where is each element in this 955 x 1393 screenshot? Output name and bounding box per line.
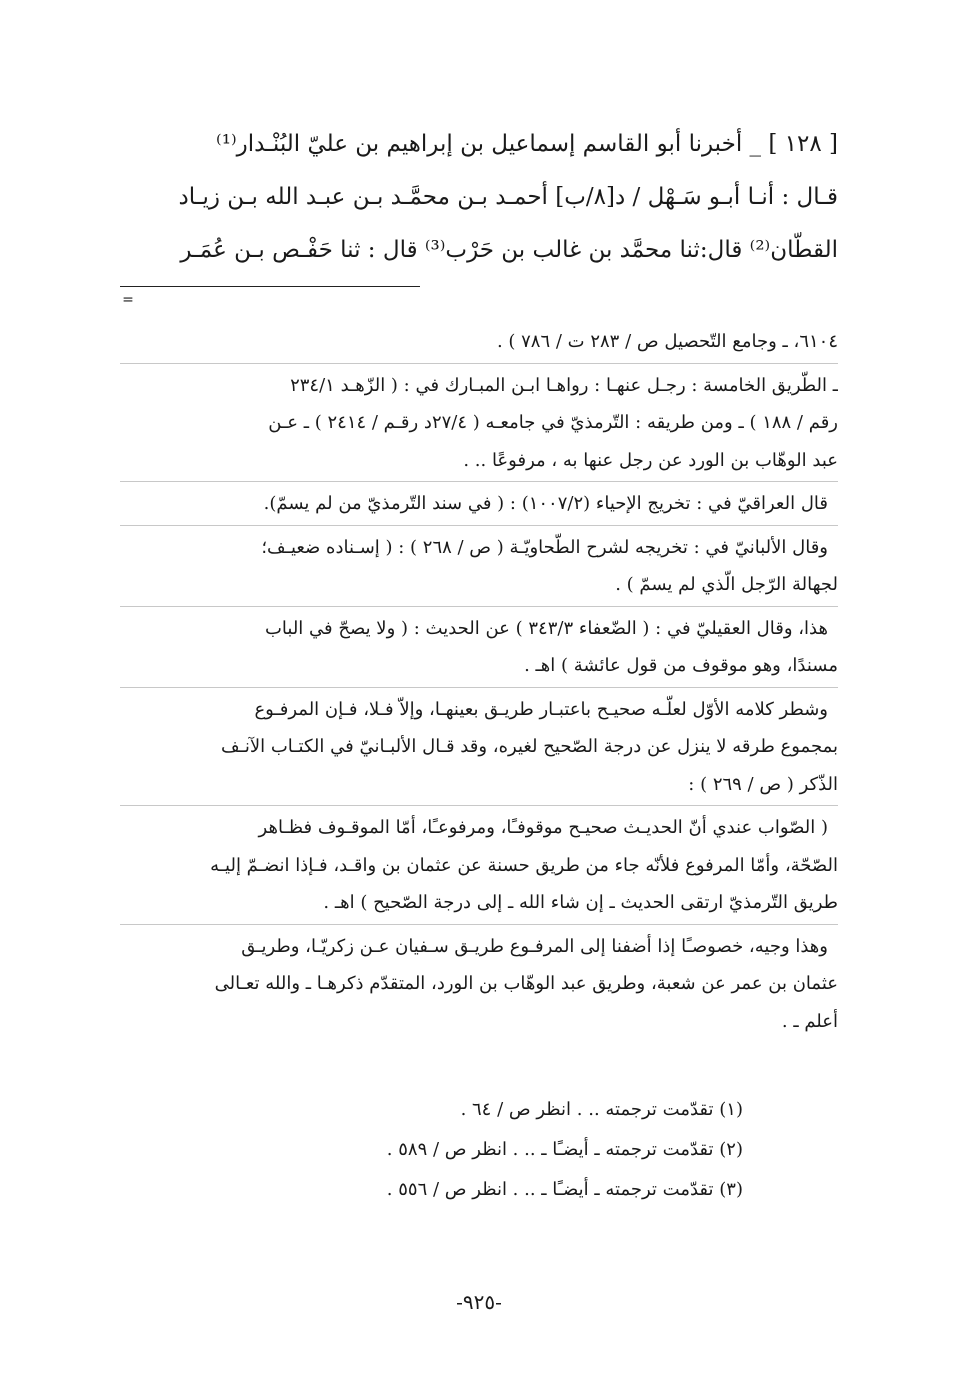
commentary-paragraph <box>120 610 838 685</box>
paragraph-divider <box>120 805 838 806</box>
commentary-line: رقم / ١٨٨ ) ـ ومن طريقه : التّرمذيّ في جامعـه ( ٢٧/٤د رقـم / ٢٤١٤ ) ـ عـن <box>268 412 838 433</box>
commentary-paragraph <box>120 485 838 523</box>
commentary-line: ( الصّواب عندي أنّ الحديـث صحيـح موقوفـًا، ومرفوعـًا، أمّا الموقـوف فظـاهر <box>258 817 828 838</box>
footnote: (١) تقدّمت ترجمته .. . انظر ص / ٦٤ . <box>460 1099 743 1120</box>
footnote-separator-rule <box>120 286 420 287</box>
main-text-block <box>120 118 838 277</box>
commentary-line: بمجموع طرقه لا ينزل عن درجة الصّحيح لغيره، وقد قـال الألبـانيّ في الكتـاب الآنـف <box>220 736 838 757</box>
commentary-line: ـ الطّريق الخامسة : رجـل عنهـا : رواهـا ابـن المبـارك في : ( الزّهـد ٢٣٤/١ <box>290 374 838 396</box>
commentary-line: قال العراقيّ في : تخريج الإحياء (١٠٠٧/٢) : ( في سند التّرمذيّ من لم يسمّ). <box>263 493 828 514</box>
paragraph-divider <box>120 363 838 364</box>
commentary-line: الذّكر ( ص / ٢٦٩ ) : <box>688 773 838 795</box>
commentary-line: عبد الوهّاب بن الورد عن رجل عنها به ، مرفوعًا .. . <box>463 449 838 471</box>
commentary-line: الصّحّة، وأمّا المرفوع فلأنّه جاء من طريق حسنة عن عثمان بن واقـد، فـإذا انضـمّ إليـه <box>210 854 838 876</box>
commentary-line: طريق التّرمذيّ ارتقى الحديث ـ إن شاء الله ـ إلى درجة الصّحيح ) اهـ . <box>323 892 838 913</box>
commentary-line: هذا، وقال العقيليّ في : ( الضّعفاء ٣٤٣/٣ ) عن الحديث : ( ولا يصحّ في الباب <box>264 617 828 639</box>
commentary-block <box>120 323 838 1040</box>
commentary-paragraph <box>120 928 838 1041</box>
main-line: [ ١٢٨ ] _ أخبرنا أبو القاسم إسماعيل بن إبراهيم بن عليّ البُنْـدار⁽¹⁾ <box>216 131 838 157</box>
main-line: قـال : أنـا أبـو سَـهْل / د[٨/ب] أحمـد بـن محمَّـد بـن عبـد الله بـن زيـاد <box>178 184 838 210</box>
commentary-line: أعلم ـ . <box>781 1010 838 1032</box>
footnote: (٢) تقدّمت ترجمته ـ أيضـًا ـ .. . انظر ص / ٥٨٩ . <box>386 1139 743 1160</box>
commentary-paragraph <box>120 367 838 480</box>
commentary-paragraph <box>120 323 838 361</box>
footnote: (٣) تقدّمت ترجمته ـ أيضـًا ـ .. . انظر ص / ٥٥٦ . <box>386 1179 743 1200</box>
paragraph-divider <box>120 687 838 688</box>
commentary-paragraph <box>120 809 838 922</box>
continuation-marker: = <box>122 292 134 308</box>
commentary-line: وشطر كلامه الأوّل لعلّـه صحيـح باعتبـار طريـق بعينهـا، وإلاّ فـلا، فـإن المرفـوع <box>254 698 828 720</box>
commentary-line: وقال الألبانيّ في : تخريجه لشرح الطّحاويّـة ( ص / ٢٦٨ ) : ( إسـناده ضعيـف؛ <box>261 536 828 558</box>
document-page <box>120 0 838 1393</box>
footnotes-list <box>120 1090 838 1210</box>
commentary-line: عثمان بن عمر عن شعبة، وطريق عبد الوهّاب بن الورد، المتقدّم ذكرهـا ـ والله تعـالى <box>214 973 838 994</box>
main-line: القطّان⁽²⁾ قال:ثنا محمَّد بن غالب بن حَرْب⁽³⁾ قال : ثنا حَفْـص بـن عُمَـر <box>180 237 838 263</box>
commentary-paragraph <box>120 529 838 604</box>
commentary-line: لجهالة الرّجل الّذي لم يسمّ ) . <box>615 574 838 595</box>
commentary-line: مسندًا، وهو موقوف من قول عائشة ) اهـ . <box>524 655 838 676</box>
commentary-line: وهذا وجيه، خصوصـًا إذا أضفنا إلى المرفـوع طريـق سـفيان عـن زكريّـا، وطريـق <box>241 935 828 957</box>
page-number: -٩٢٥- <box>456 1290 502 1314</box>
paragraph-divider <box>120 481 838 482</box>
commentary-paragraph <box>120 691 838 804</box>
paragraph-divider <box>120 924 838 925</box>
commentary-line: ٦١٠٤، ـ وجامع التّحصيل ص / ٢٨٣ ت / ٧٨٦ ) . <box>496 331 838 352</box>
paragraph-divider <box>120 606 838 607</box>
paragraph-divider <box>120 525 838 526</box>
